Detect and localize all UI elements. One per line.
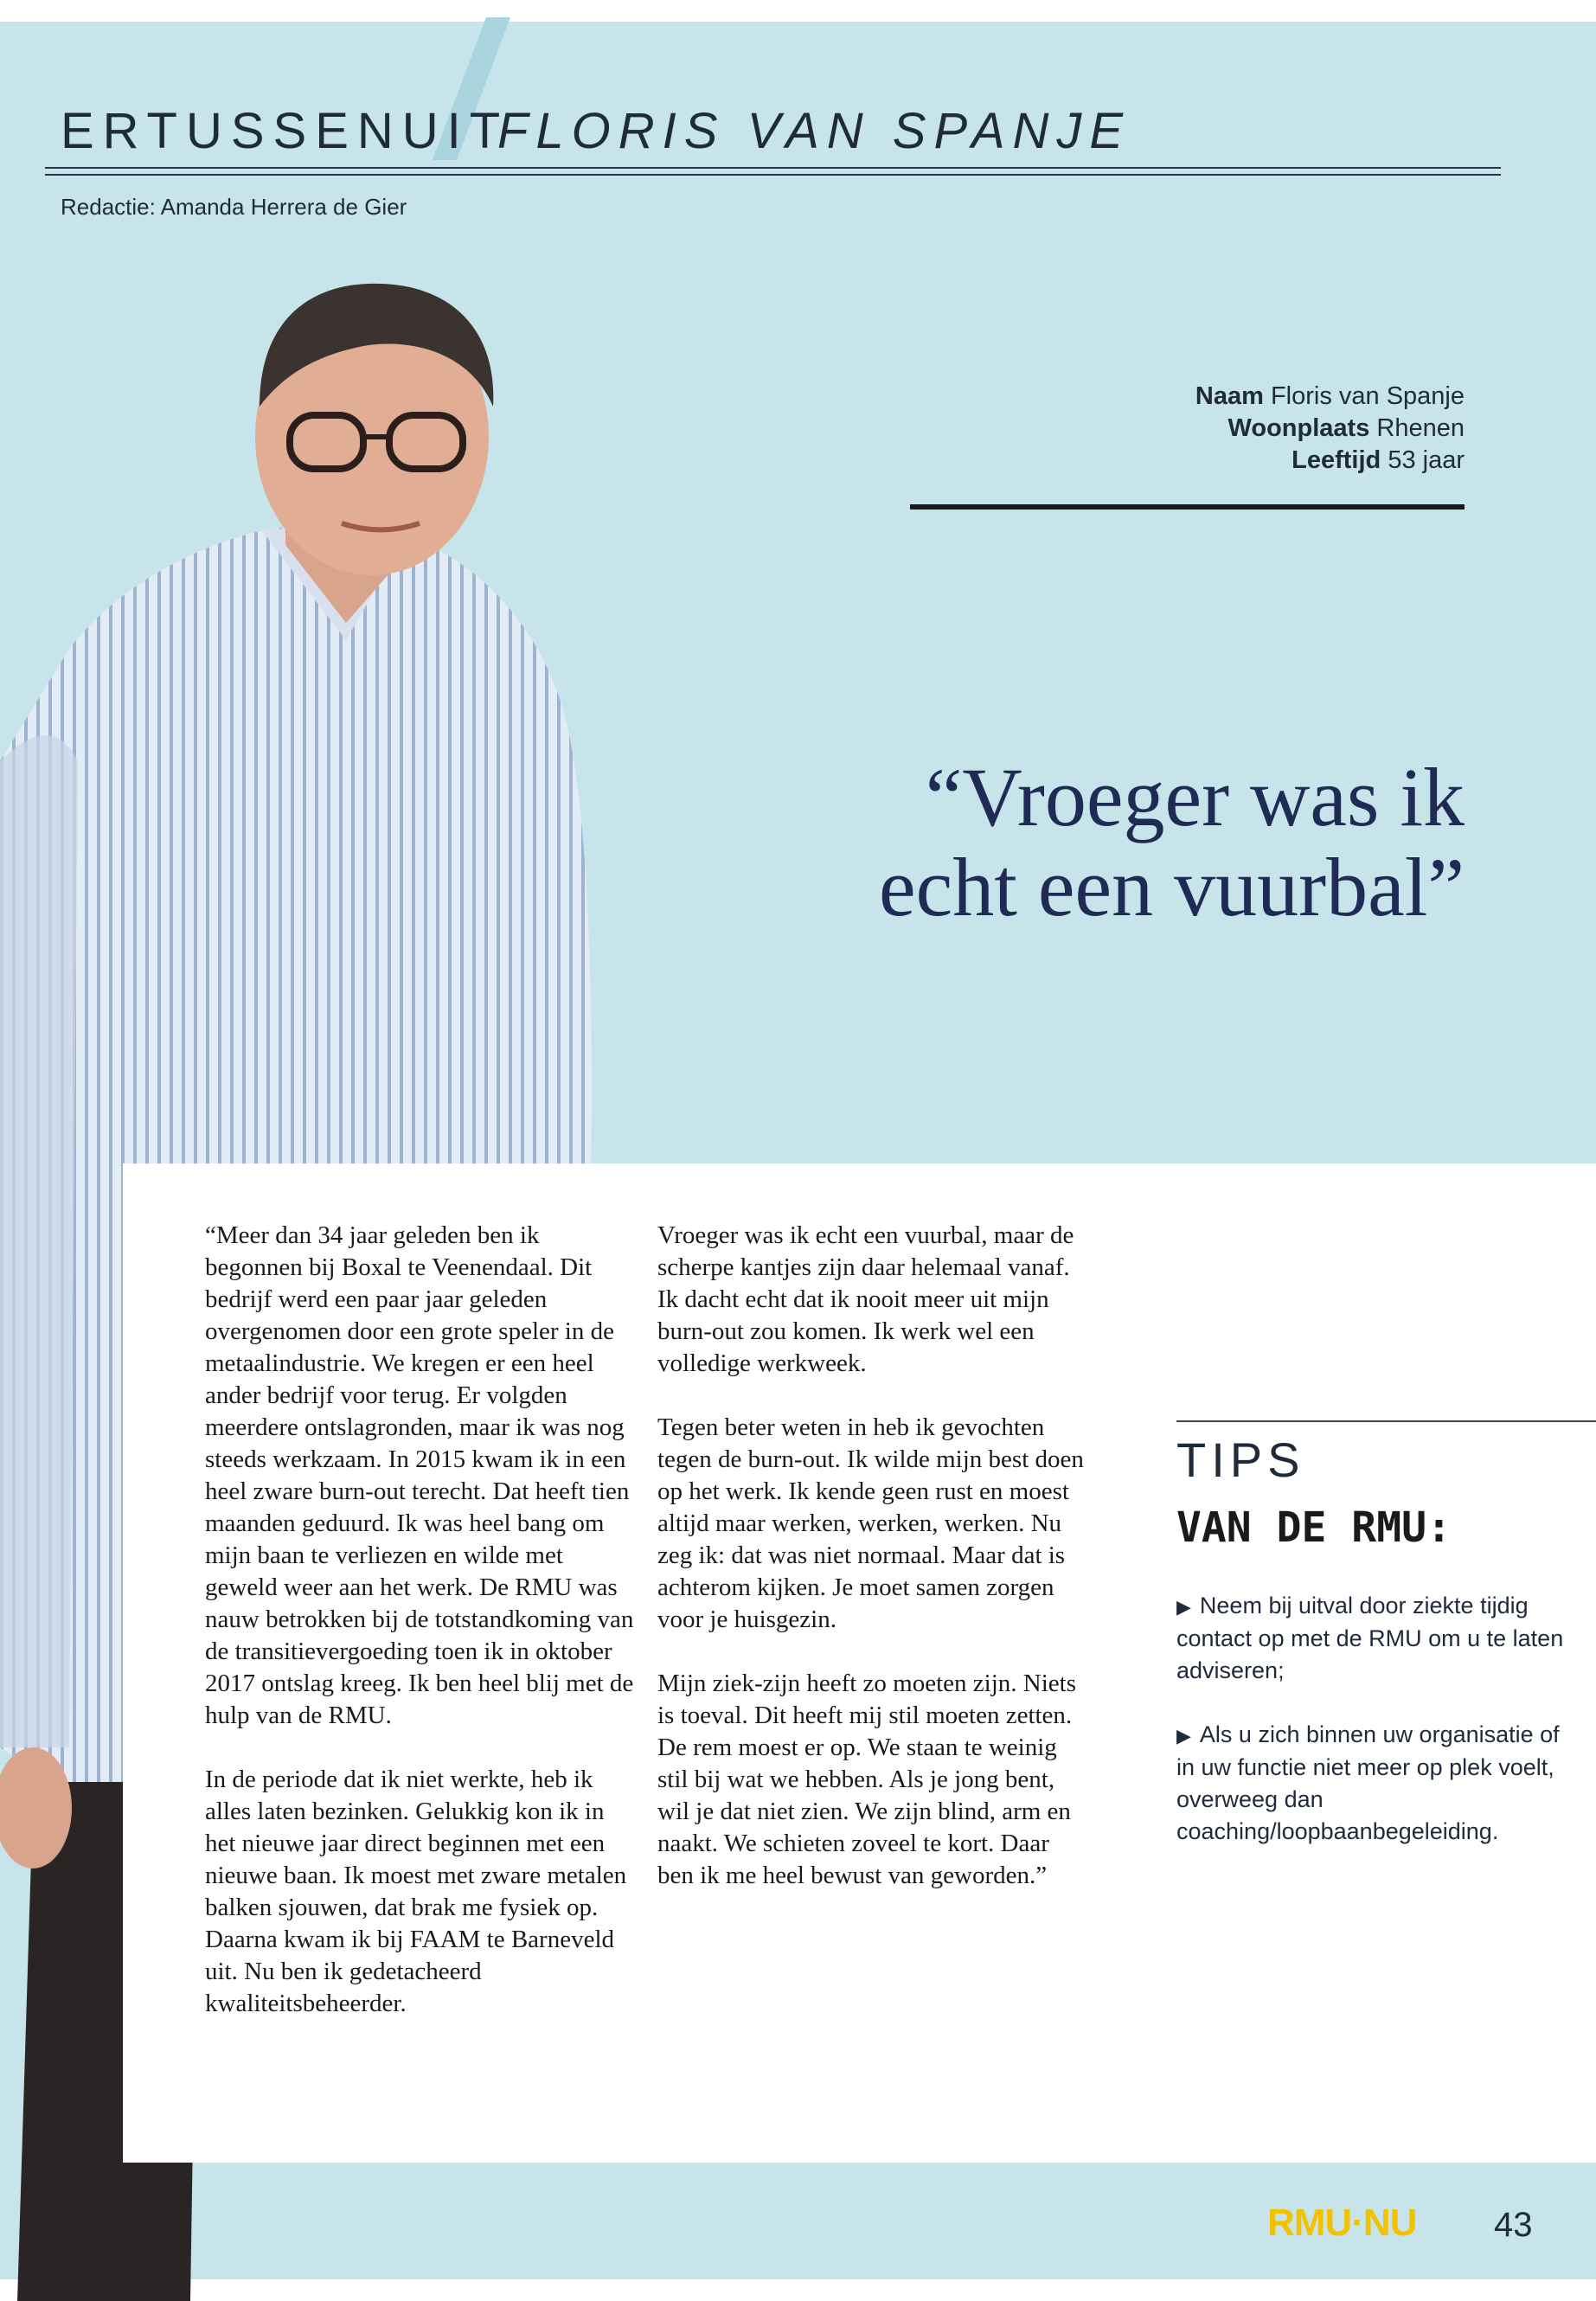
profile-facts	[1195, 381, 1465, 477]
header-rule	[45, 174, 1501, 176]
editor-credit: Redactie: Amanda Herrera de Gier	[61, 194, 407, 220]
facts-rule	[910, 504, 1465, 510]
paragraph: In de periode dat ik niet werkte, heb ik alles laten bezinken. Gelukkig kon ik in het nieuwe jaar direct beginnen met een nieuwe baan. Ik moest met zware metalen balken sjouwen, dat brak me fysiek op. Daarna kwam ik bij FAAM te Barneveld uit. Nu ben ik gedetacheerd kwaliteitsbeheerder.	[205, 1766, 627, 2017]
fact-name: Naam Floris van Spanje	[1195, 382, 1465, 410]
paragraph: Mijn ziek-zijn heeft zo moeten zijn. Niets is toeval. Dit heeft mij stil moeten zetten. De rem moest er op. We staan te weinig stil bij wat we hebben. Als je jong bent, wil je dat niet zien. We zijn blind, arm en naakt. We schieten zoveel te kort. Daar ben ik me heel bewust van geworden.”	[657, 1670, 1076, 1889]
paragraph: “Meer dan 34 jaar geleden ben ik begonnen bij Boxal te Veenendaal. Dit bedrijf werd een paar jaar geleden overgenomen door een grote speler in de metaalindustrie. We kregen er een heel ander bedrijf voor terug. Er volgden meerdere ontslagronden, maar ik was nog steeds werkzaam. In 2015 kwam ik in een heel zware burn-out terecht. Dat heeft tien maanden geduurd. Ik was heel bang om mijn baan te verliezen en wilde met geweld weer aan het werk. De RMU was nauw betrokken bij de totstandkoming van de transitievergoeding toen ik in oktober 2017 ontslag kreeg. Ik ben heel blij met de hulp van de RMU.	[205, 1221, 634, 1729]
paragraph: Tegen beter weten in heb ik gevochten tegen de burn-out. Ik wilde mijn best doen op het werk. Ik kende geen rust en moest altijd maar werken, werken, werken. Nu zeg ik: dat was niet normaal. Maar dat is achterom kijken. Je moet samen zorgen voor je huisgezin.	[657, 1413, 1084, 1633]
page-number: 43	[1494, 2206, 1533, 2244]
tip-item: ▶ Neem bij uitval door ziekte tijdig contact op met de RMU om u te laten adviseren;	[1176, 1593, 1564, 1683]
header-rule	[45, 167, 1501, 169]
tips-title: TIPS	[1176, 1433, 1305, 1487]
subject-name: FLORIS VAN SPANJE	[497, 103, 1131, 159]
article-column-2	[657, 1220, 1090, 1924]
triangle-bullet-icon: ▶	[1176, 1596, 1191, 1618]
tips-subtitle: VAN DE RMU:	[1176, 1503, 1452, 1552]
tip-item: ▶ Als u zich binnen uw organisatie of in uw functie niet meer op plek voelt, overweeg dan coaching/loopbaanbegeleiding.	[1176, 1721, 1560, 1844]
fact-age: Leeftijd 53 jaar	[1292, 446, 1465, 474]
section-title: ERTUSSENUIT	[61, 103, 510, 159]
fact-residence: Woonplaats Rhenen	[1227, 414, 1465, 442]
tips-list	[1176, 1590, 1566, 1880]
tips-rule	[1176, 1420, 1596, 1422]
article-column-1	[205, 1220, 638, 2052]
rmu-nu-logo: RMU·NU	[1267, 2202, 1417, 2244]
pull-quote: “Vroeger was ik echt een vuurbal”	[879, 751, 1465, 933]
paragraph: Vroeger was ik echt een vuurbal, maar de scherpe kantjes zijn daar helemaal vanaf. Ik dacht echt dat ik nooit meer uit mijn burn-out zou komen. Ik werk wel een volledige werkweek.	[657, 1221, 1074, 1377]
triangle-bullet-icon: ▶	[1176, 1725, 1191, 1747]
